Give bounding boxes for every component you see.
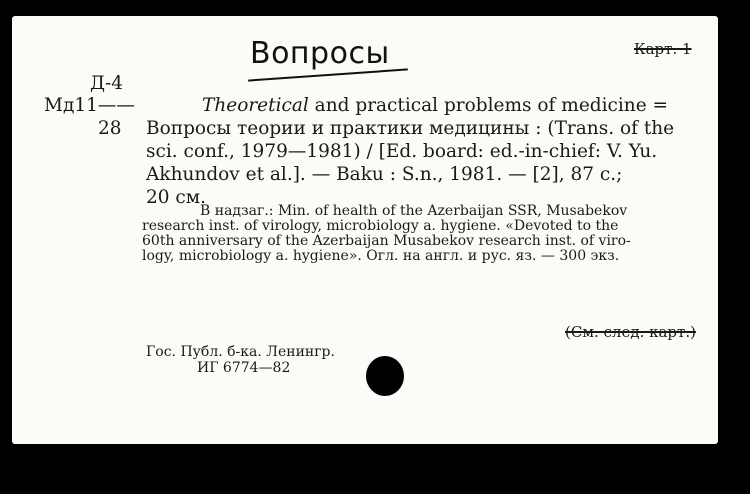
- entry-line5: 20 см.: [146, 187, 207, 208]
- shelf-mark-line2: Мд11——: [44, 95, 135, 116]
- notes-line1: В надзаг.: Min. of health of the Azerbaijan SSR, Musabekov: [200, 203, 628, 219]
- catalog-card: [12, 16, 718, 444]
- entry-line2: Вопросы теории и практики медицины : (Trans. of the: [146, 118, 675, 139]
- footer-code: ИГ 6774—82: [197, 360, 291, 376]
- notes-line4: logy, microbiology a. hygiene». Огл. на англ. и рус. яз. — 300 экз.: [142, 248, 620, 264]
- notes-line3: 60th anniversary of the Azerbaijan Musabekov research inst. of viro-: [142, 233, 631, 249]
- shelf-mark-line1: Д-4: [90, 73, 124, 94]
- shelf-mark-line3: 28: [98, 118, 122, 139]
- entry-line1: [202, 94, 668, 117]
- entry-line3: sci. conf., 1979—1981) / [Ed. board: ed.-in-chief: V. Yu.: [146, 141, 658, 162]
- card-number-note: Карт. 1: [634, 40, 692, 58]
- footer-library: Гос. Публ. б-ка. Ленингр.: [146, 344, 335, 360]
- entry-line4: Akhundov et al.]. — Baku : S.n., 1981. — [2], 87 c.;: [146, 164, 623, 185]
- notes-line2: research inst. of virology, microbiology a. hygiene. «Devoted to the: [142, 218, 619, 234]
- entry-line1-rest: and practical problems of medicine =: [308, 95, 669, 116]
- punch-hole: [366, 356, 404, 396]
- entry-title-word: Theoretical: [202, 95, 309, 116]
- handwritten-title: Вопросы: [250, 36, 390, 71]
- continued-note: (См. след. карт.): [565, 323, 696, 341]
